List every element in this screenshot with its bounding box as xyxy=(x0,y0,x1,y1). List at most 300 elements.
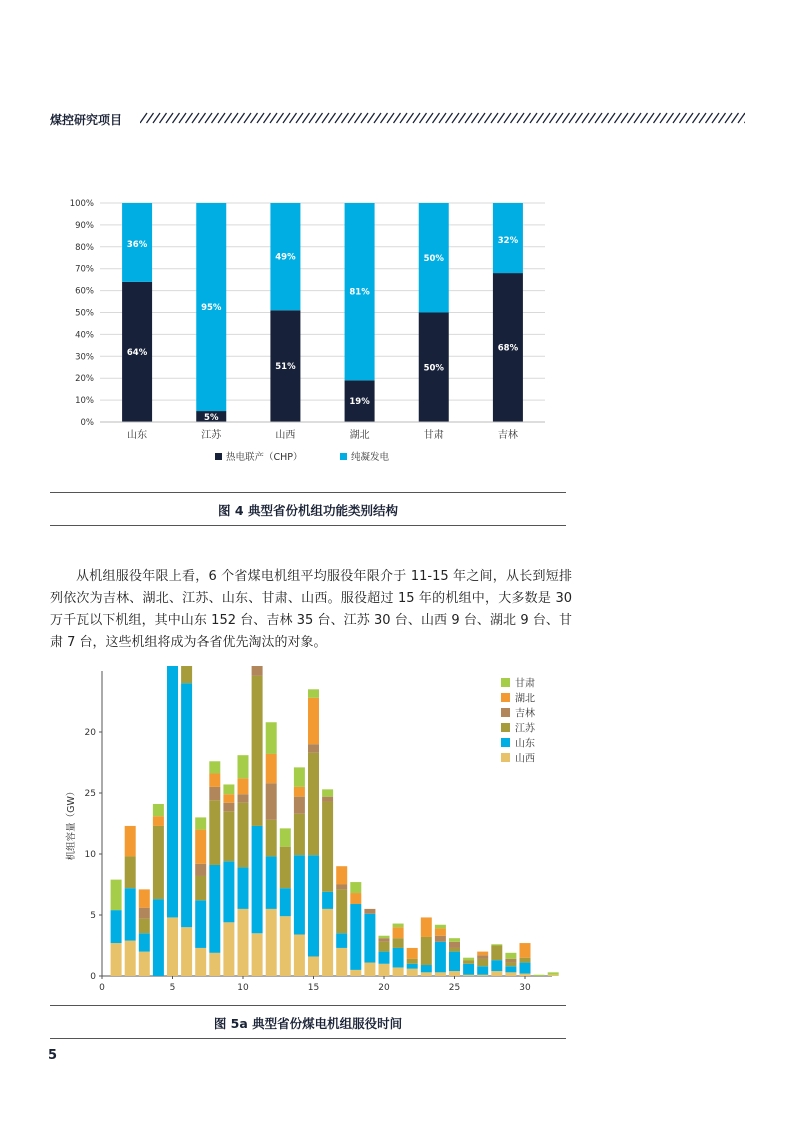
hatch-stroke xyxy=(179,113,186,123)
figure5a-bar-segment xyxy=(491,946,502,961)
hatch-stroke xyxy=(628,113,635,123)
figure5a-x-tick-label: 30 xyxy=(519,983,531,993)
figure5a-legend-label: 吉林 xyxy=(515,708,535,720)
hatch-stroke xyxy=(478,113,485,123)
hatch-stroke xyxy=(225,113,232,123)
figure4-data-label-pure: 32% xyxy=(497,236,519,246)
figure5a-legend-swatch xyxy=(501,738,510,747)
hatch-stroke xyxy=(615,113,622,123)
hatch-stroke xyxy=(589,113,596,123)
figure5a-bar-segment xyxy=(449,938,460,942)
figure5a-bar-segment xyxy=(421,937,432,965)
hatch-stroke xyxy=(524,113,531,123)
figure5a-bar-segment xyxy=(350,882,361,893)
figure4-data-label-pure: 81% xyxy=(349,287,370,298)
figure5a-bar-segment xyxy=(294,935,305,976)
figure5a-legend-swatch xyxy=(501,708,510,717)
hatch-stroke xyxy=(530,113,537,123)
figure5a-bar-segment xyxy=(280,916,291,976)
hatch-stroke xyxy=(329,113,336,123)
figure5a-bar-segment xyxy=(379,938,390,942)
hatch-stroke xyxy=(732,113,739,123)
hatch-stroke xyxy=(647,113,654,123)
figure4-data-label-pure: 49% xyxy=(275,252,296,263)
figure5a-bar-segment xyxy=(322,802,333,892)
figure5a-bar-segment xyxy=(266,754,277,783)
figure5a-bar-segment xyxy=(548,975,559,976)
figure5a-bar-segment xyxy=(153,899,164,976)
figure5a-bar-segment xyxy=(266,722,277,754)
figure5a-bar-segment xyxy=(195,948,206,976)
figure5a-bar-segment xyxy=(294,767,305,787)
hatch-stroke xyxy=(270,113,277,123)
figure5a-legend-swatch xyxy=(501,723,510,732)
hatch-stroke xyxy=(420,113,427,123)
figure4-data-label-chp: 64% xyxy=(126,347,148,358)
figure5a-bar-segment xyxy=(534,975,545,976)
hatch-stroke xyxy=(283,113,290,123)
figure5a-legend-label: 山东 xyxy=(515,738,535,750)
hatch-stroke xyxy=(465,113,472,123)
hatch-stroke xyxy=(374,113,381,123)
figure5a-bars xyxy=(111,666,559,976)
figure5a-y-tick-label: 0 xyxy=(90,972,96,982)
figure5a-bar-segment xyxy=(153,816,164,826)
hatch-stroke xyxy=(355,113,362,123)
figure5a-bar-segment xyxy=(379,952,390,964)
header-title: 煤控研究项目 xyxy=(50,113,123,127)
figure5a-bar-segment xyxy=(435,942,446,973)
figure4-data-label-chp: 51% xyxy=(275,362,296,373)
figure5a-legend-label: 湖北 xyxy=(515,693,535,705)
figure5a-bar-segment xyxy=(379,964,390,976)
figure5a-bar-segment xyxy=(139,908,150,919)
hatch-stroke xyxy=(166,113,173,123)
figure5a-bar-segment xyxy=(435,936,446,942)
hatch-stroke xyxy=(251,113,258,123)
figure4-legend-swatch xyxy=(340,453,347,460)
figure5a-bar-segment xyxy=(364,963,375,976)
figure5a-legend-swatch xyxy=(501,693,510,702)
figure5a-bar-segment xyxy=(308,956,319,976)
hatch-stroke xyxy=(680,113,687,123)
figure4-y-tick-label: 60% xyxy=(75,286,94,297)
hatch-stroke xyxy=(381,113,388,123)
hatch-stroke xyxy=(407,113,414,123)
figure4-x-tick-label: 湖北 xyxy=(349,430,370,441)
figure5a-legend-swatch xyxy=(501,753,510,762)
figure5a-bar-segment xyxy=(308,744,319,753)
figure5a-bar-segment xyxy=(195,900,206,948)
figure5a-bar-segment xyxy=(477,966,488,975)
figure5a-bar-segment xyxy=(322,892,333,909)
figure5a-bar-segment xyxy=(252,676,263,826)
hatch-stroke xyxy=(699,113,706,123)
hatch-stroke xyxy=(439,113,446,123)
figure5a-x-tick-label: 10 xyxy=(237,983,249,993)
figure5a-bar-segment xyxy=(505,963,516,967)
hatch-stroke xyxy=(290,113,297,123)
figure5a-bar-segment xyxy=(223,803,234,812)
figure4-legend-label: 纯凝发电 xyxy=(351,452,390,463)
hatch-stroke xyxy=(368,113,375,123)
hatch-stroke xyxy=(296,113,303,123)
figure5a-bar-segment xyxy=(308,689,319,698)
figure4-x-tick-label: 江苏 xyxy=(201,430,222,441)
figure5a-bar-segment xyxy=(477,975,488,976)
figure5a-bar-segment xyxy=(435,928,446,935)
figure5a-bar-segment xyxy=(209,865,220,953)
figure4-data-label-pure: 95% xyxy=(201,303,222,314)
figure4-data-label-pure: 36% xyxy=(126,240,148,250)
figure5a-bar-segment xyxy=(280,888,291,916)
figure5a-bar-segment xyxy=(407,959,418,964)
figure5a-bar-segment xyxy=(393,948,404,968)
figure5a-y-axis-label: 机组容量（GW） xyxy=(66,786,77,861)
hatch-stroke xyxy=(387,113,394,123)
figure5a-bar-segment xyxy=(252,826,263,933)
hatch-stroke xyxy=(218,113,225,123)
figure5a-bar-segment xyxy=(463,958,474,960)
figure4-top-rule xyxy=(50,492,566,493)
figure5a-legend xyxy=(501,677,536,765)
hatch-stroke xyxy=(277,113,284,123)
figure5a-bar-segment xyxy=(195,830,206,864)
figure5a-bar-segment xyxy=(294,814,305,855)
hatch-stroke xyxy=(264,113,271,123)
hatch-stroke xyxy=(244,113,251,123)
figure5a-y-tick-label: 10 xyxy=(84,850,96,860)
figure5a-bar-segment xyxy=(223,794,234,803)
figure5a-bar-segment xyxy=(167,917,178,976)
figure5a-bar-segment xyxy=(308,753,319,855)
figure5a-bar-segment xyxy=(393,927,404,938)
figure5a-bar-segment xyxy=(252,933,263,976)
figure4-y-tick-label: 10% xyxy=(75,396,94,407)
figure4-data-label-chp: 50% xyxy=(423,363,444,374)
figure5a-bar-segment xyxy=(139,889,150,907)
body-paragraph: 从机组服役年限上看，6 个省煤电机组平均服役年限介于 11-15 年之间，从长到短排列依次为吉林、湖北、江苏、山东、甘肃、山西。服役超过 15 年的机组中，大多数是 30 万千瓦以下机组，其中山东 152 台、吉林 35 台、江苏 30 台、山西 9 台、湖北 9 台、甘肃 7 台，这些机组将成为各省优先淘汰的对象。 xyxy=(50,569,572,650)
figure5a-bar-segment xyxy=(336,885,347,890)
figure5a-bar-segment xyxy=(181,683,192,927)
hatch-stroke xyxy=(342,113,349,123)
figure5a-bar-segment xyxy=(421,965,432,972)
figure5a-bar-segment xyxy=(125,826,136,857)
hatch-stroke xyxy=(563,113,570,123)
figure5a-bar-segment xyxy=(111,880,122,911)
figure5a-bar-segment xyxy=(111,910,122,943)
figure4-data-label-pure: 50% xyxy=(423,253,444,264)
figure4-bottom-rule xyxy=(50,525,566,526)
hatch-stroke xyxy=(452,113,459,123)
figure4-x-tick-label: 吉林 xyxy=(497,430,518,441)
hatch-stroke xyxy=(348,113,355,123)
figure4-data-label-chp: 5% xyxy=(204,413,219,423)
figure5a-bar-segment xyxy=(393,924,404,928)
figure5a-legend-label: 山西 xyxy=(515,753,535,765)
figure5a-bar-segment xyxy=(548,972,559,974)
figure5a-bar-segment xyxy=(350,904,361,970)
figure5a-bar-segment xyxy=(520,943,531,958)
hatch-stroke xyxy=(316,113,323,123)
hatch-stroke xyxy=(394,113,401,123)
hatch-stroke xyxy=(641,113,648,123)
hatch-stroke xyxy=(491,113,498,123)
hatch-stroke xyxy=(621,113,628,123)
figure5a-bar-segment xyxy=(266,783,277,820)
figure5a-bar-segment xyxy=(520,958,531,963)
hatch-stroke xyxy=(712,113,719,123)
figure5a-x-tick-label: 25 xyxy=(448,983,461,993)
hatch-stroke xyxy=(602,113,609,123)
hatch-stroke xyxy=(309,113,316,123)
figure5a-bar-segment xyxy=(336,948,347,976)
figure5a-bar-segment xyxy=(195,876,206,900)
figure5a-bar-segment xyxy=(238,909,249,976)
figure4-chart xyxy=(60,192,560,474)
figure5a-bar-segment xyxy=(477,952,488,956)
figure5a-bottom-rule xyxy=(50,1038,566,1039)
figure5a-bar-segment xyxy=(449,948,460,952)
hatch-stroke xyxy=(400,113,407,123)
figure5a-bar-segment xyxy=(421,917,432,937)
hatch-stroke xyxy=(504,113,511,123)
figure5a-bar-segment xyxy=(322,797,333,802)
hatch-stroke xyxy=(608,113,615,123)
figure4-y-tick-label: 70% xyxy=(75,264,94,275)
figure5a-bar-segment xyxy=(308,698,319,744)
figure5a-bar-segment xyxy=(435,925,446,929)
figure5a-bar-segment xyxy=(407,969,418,976)
figure5a-bar-segment xyxy=(181,927,192,976)
figure5a-bar-segment xyxy=(125,856,136,888)
figure4-grid xyxy=(100,203,545,422)
hatch-stroke xyxy=(511,113,518,123)
figure5a-bar-segment xyxy=(393,967,404,976)
hatch-stroke xyxy=(725,113,732,123)
figure5a-bar-segment xyxy=(491,944,502,945)
figure4-y-tick-label: 90% xyxy=(75,220,94,231)
figure5a-x-tick-label: 20 xyxy=(378,983,390,993)
figure5a-legend-label: 江苏 xyxy=(515,723,535,735)
hatch-stroke xyxy=(212,113,219,123)
figure5a-x-tick-label: 5 xyxy=(169,983,176,993)
figure5a-bar-segment xyxy=(153,804,164,816)
figure5a-bar-segment xyxy=(181,666,192,683)
figure5a-bar-segment xyxy=(364,909,375,914)
figure5a-bar-segment xyxy=(294,787,305,797)
figure5a-bar-segment xyxy=(322,789,333,796)
figure5a-bar-segment xyxy=(477,955,488,959)
hatch-stroke xyxy=(335,113,342,123)
figure5a-bar-segment xyxy=(238,867,249,908)
hatch-stroke xyxy=(413,113,420,123)
figure4-y-axis xyxy=(70,199,94,428)
figure5a-bar-segment xyxy=(491,971,502,976)
figure5a-bar-segment xyxy=(223,861,234,922)
hatch-stroke xyxy=(582,113,589,123)
hatch-stroke xyxy=(426,113,433,123)
figure4-y-tick-label: 50% xyxy=(75,308,94,319)
hatch-stroke xyxy=(595,113,602,123)
hatch-stroke xyxy=(433,113,440,123)
hatch-stroke xyxy=(517,113,524,123)
figure4-x-tick-label: 山东 xyxy=(127,430,148,441)
figure5a-bar-segment xyxy=(238,778,249,794)
figure5a-bar-segment xyxy=(407,964,418,969)
hatch-stroke xyxy=(205,113,212,123)
figure5a-bar-segment xyxy=(350,970,361,976)
figure5a-bar-segment xyxy=(393,938,404,948)
figure5a-bar-segment xyxy=(252,666,263,676)
figure5a-bar-segment xyxy=(280,828,291,846)
figure5a-bar-segment xyxy=(125,941,136,976)
figure5a-y-tick-label: 20 xyxy=(84,728,96,738)
figure5a-bar-segment xyxy=(209,761,220,773)
figure5a-caption: 图 5a 典型省份煤电机组服役时间 xyxy=(213,1016,403,1031)
figure5a-bar-segment xyxy=(520,963,531,974)
figure4-x-tick-label: 甘肃 xyxy=(423,430,444,441)
figure5a-bar-segment xyxy=(280,847,291,888)
hatch-stroke xyxy=(192,113,199,123)
figure5a-y-tick-label: 25 xyxy=(84,789,96,799)
hatch-stroke xyxy=(231,113,238,123)
figure5a-bar-segment xyxy=(379,936,390,938)
hatch-stroke xyxy=(472,113,479,123)
hatch-stroke xyxy=(673,113,680,123)
figure5a-bar-segment xyxy=(294,797,305,814)
figure5a-bar-segment xyxy=(463,960,474,964)
figure4-x-tick-label: 山西 xyxy=(275,430,296,441)
figure4-data-label-chp: 19% xyxy=(349,397,370,408)
figure5a-bar-segment xyxy=(505,972,516,976)
hatch-stroke xyxy=(569,113,576,123)
figure4-y-tick-label: 40% xyxy=(75,330,94,341)
figure5a-bar-segment xyxy=(209,953,220,976)
figure5a-bar-segment xyxy=(350,893,361,904)
hatch-stroke xyxy=(686,113,693,123)
hatch-stroke xyxy=(543,113,550,123)
figure4-legend-label: 热电联产（CHP） xyxy=(226,452,303,463)
figure5a-bar-segment xyxy=(322,909,333,976)
figure5a-bar-segment xyxy=(520,974,531,976)
header-hatch-decoration xyxy=(140,112,745,124)
figure5a-bar-segment xyxy=(505,959,516,963)
hatch-stroke xyxy=(556,113,563,123)
hatch-stroke xyxy=(173,113,180,123)
figure5a-bar-segment xyxy=(209,787,220,800)
figure5a-bar-segment xyxy=(125,888,136,940)
figure5a-bar-segment xyxy=(463,964,474,975)
figure5a-bar-segment xyxy=(308,855,319,956)
hatch-stroke xyxy=(667,113,674,123)
figure5a-bar-segment xyxy=(153,826,164,899)
figure4-y-tick-label: 100% xyxy=(69,199,94,209)
figure5a-bar-segment xyxy=(223,922,234,976)
figure4-legend-swatch xyxy=(215,453,222,460)
figure5a-bar-segment xyxy=(266,909,277,976)
figure5a-bar-segment xyxy=(435,972,446,976)
hatch-stroke xyxy=(199,113,206,123)
figure5a-bar-segment xyxy=(209,773,220,786)
page-number: 5 xyxy=(48,1048,58,1063)
hatch-stroke xyxy=(446,113,453,123)
figure5a-legend-swatch xyxy=(501,678,510,687)
hatch-stroke xyxy=(459,113,466,123)
hatch-stroke xyxy=(322,113,329,123)
hatch-stroke xyxy=(660,113,667,123)
figure5a-bar-segment xyxy=(463,975,474,976)
hatch-stroke xyxy=(361,113,368,123)
figure5a-bar-segment xyxy=(294,855,305,934)
figure5a-bar-segment xyxy=(266,856,277,908)
figure4-data-label-chp: 68% xyxy=(497,343,519,354)
hatch-stroke xyxy=(634,113,641,123)
figure4-y-tick-label: 0% xyxy=(80,418,94,428)
figure5a-bar-segment xyxy=(238,794,249,803)
hatch-stroke xyxy=(160,113,167,123)
figure5a-bar-segment xyxy=(209,800,220,865)
hatch-stroke xyxy=(153,113,160,123)
hatch-stroke xyxy=(257,113,264,123)
figure5a-bar-segment xyxy=(195,864,206,876)
figure5a-bar-segment xyxy=(449,952,460,972)
figure4-y-tick-label: 80% xyxy=(75,242,94,253)
figure5a-y-tick-label: 5 xyxy=(90,911,96,921)
figure5a-bar-segment xyxy=(449,942,460,948)
figure5a-bar-segment xyxy=(336,933,347,948)
figure4-caption: 图 4 典型省份机组功能类别结构 xyxy=(218,503,398,518)
figure5a-bar-segment xyxy=(139,919,150,934)
figure5a-bar-segment xyxy=(336,866,347,884)
figure5a-bar-segment xyxy=(505,966,516,972)
hatch-stroke xyxy=(654,113,661,123)
figure5a-bar-segment xyxy=(449,971,460,976)
hatch-stroke xyxy=(498,113,505,123)
figure5a-bar-segment xyxy=(379,942,390,952)
figure5a-bar-segment xyxy=(266,820,277,857)
figure5a-bar-segment xyxy=(167,666,178,917)
hatch-stroke xyxy=(303,113,310,123)
hatch-stroke xyxy=(140,113,147,123)
hatch-stroke xyxy=(186,113,193,123)
figure5a-bar-segment xyxy=(238,803,249,868)
figure5a-x-tick-label: 15 xyxy=(307,983,320,993)
hatch-stroke xyxy=(537,113,544,123)
hatch-stroke xyxy=(738,113,745,123)
figure5a-bar-segment xyxy=(421,972,432,976)
hatch-stroke xyxy=(576,113,583,123)
figure5a-bar-segment xyxy=(195,817,206,829)
figure5a-top-rule xyxy=(50,1005,566,1006)
figure5a-bar-segment xyxy=(505,953,516,959)
figure5a-bar-segment xyxy=(238,755,249,778)
hatch-stroke xyxy=(238,113,245,123)
hatch-stroke xyxy=(550,113,557,123)
figure5a-legend-label: 甘肃 xyxy=(515,678,535,690)
figure4-x-axis xyxy=(100,422,545,441)
figure5a-bar-segment xyxy=(139,952,150,976)
figure5a-bar-segment xyxy=(407,948,418,959)
figure4-legend xyxy=(215,451,390,463)
hatch-stroke xyxy=(706,113,713,123)
figure5a-chart xyxy=(55,666,560,996)
figure5a-bar-segment xyxy=(139,933,150,951)
figure5a-bar-segment xyxy=(477,959,488,966)
figure4-y-tick-label: 30% xyxy=(75,352,94,363)
figure5a-x-tick-label: 0 xyxy=(99,983,105,993)
figure5a-bar-segment xyxy=(336,889,347,933)
